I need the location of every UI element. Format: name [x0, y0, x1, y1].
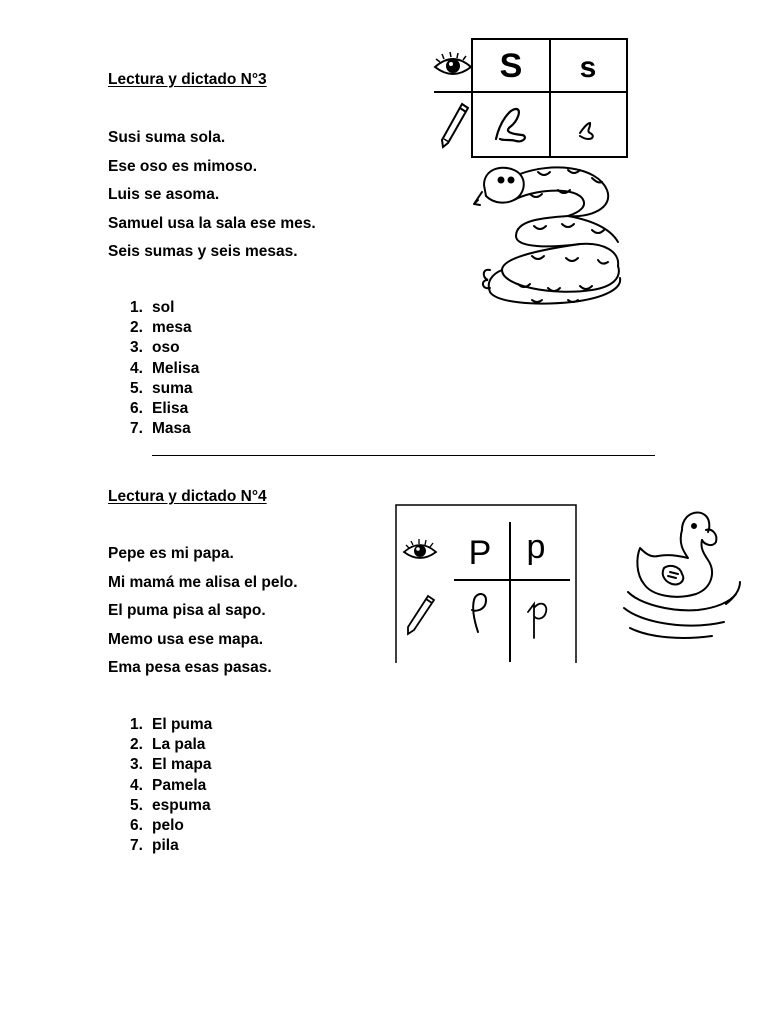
word-item: 1. El puma [130, 716, 213, 733]
word-item: 6. Elisa [130, 400, 189, 418]
word-item: 5. espuma [130, 796, 211, 814]
sentence: Luis se asoma. [108, 186, 220, 203]
word-item: 2. mesa [130, 319, 192, 337]
word-item: 3. oso [130, 339, 180, 357]
sentence: Pepe es mi papa. [108, 545, 234, 562]
snake-icon [472, 160, 632, 310]
eye-icon [435, 52, 471, 74]
sentence: Mi mamá me alisa el pelo. [108, 573, 298, 591]
word-item: 7. Masa [130, 420, 191, 438]
letter-cursive-upper [472, 594, 486, 632]
word-item: 7. pila [130, 837, 179, 855]
letter-print-upper: S [499, 47, 523, 85]
pencil-icon [408, 596, 434, 634]
letter-grid-s [430, 35, 635, 165]
sentence: Seis sumas y seis mesas. [108, 243, 298, 260]
word-item: 4. Melisa [130, 359, 200, 377]
pencil-icon [442, 104, 468, 147]
word-item: 2. La pala [130, 736, 206, 754]
sentence: Samuel usa la sala ese mes. [108, 214, 316, 232]
letter-print-lower: s [579, 51, 597, 84]
word-item: 1. sol [130, 299, 175, 316]
letter-print-lower: p [526, 528, 546, 566]
sentence-list [108, 540, 298, 683]
sentence: Ema pesa esas pasas. [108, 659, 272, 676]
word-list [130, 715, 212, 856]
word-item: 4. Pamela [130, 776, 207, 794]
letter-print-upper: P [468, 534, 492, 572]
word-item: 6. pelo [130, 817, 184, 835]
eye-icon [404, 539, 436, 558]
word-list [130, 298, 199, 439]
word-item: 3. El mapa [130, 756, 212, 774]
divider-line [152, 455, 655, 456]
sentence: Memo usa ese mapa. [108, 630, 264, 648]
sentence: Susi suma sola. [108, 129, 226, 146]
letter-cursive-lower [580, 123, 593, 139]
sentence: El puma pisa al sapo. [108, 602, 266, 619]
sentence-list [108, 124, 316, 267]
letter-grid-p [392, 500, 582, 665]
section-title: Lectura y dictado N°4 [108, 488, 267, 505]
sentence: Ese oso es mimoso. [108, 157, 258, 175]
word-item: 5. suma [130, 379, 193, 397]
section-title: Lectura y dictado N°3 [108, 71, 267, 88]
duck-icon [620, 500, 745, 645]
letter-cursive-lower [528, 604, 546, 638]
letter-cursive-upper [496, 109, 525, 141]
